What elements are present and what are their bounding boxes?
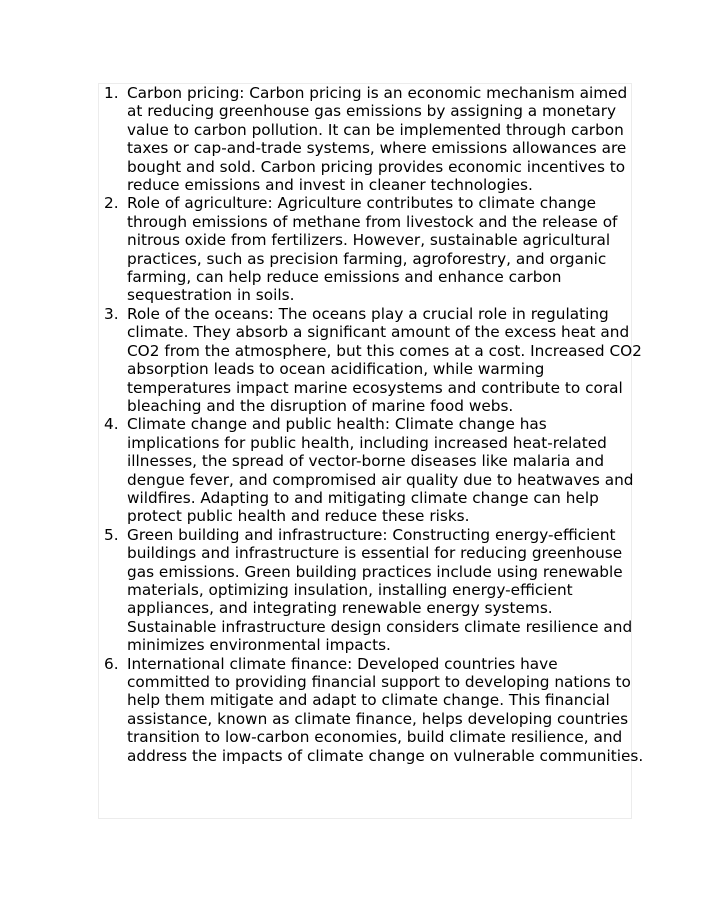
list-item-text: Climate change and public health: Climate change has implications for public health, including increased heat-related illnesses, the spread of vector-borne diseases like malaria and dengue fever, and compromised air quality due to heatwaves and wildfires. Adapting to and mitigating climate change can help protect public health and reduce these risks. (127, 415, 634, 526)
list-item (99, 84, 644, 194)
list-item-text: Green building and infrastructure: Constructing energy-efficient buildings and infrastructure is essential for reducing greenhouse gas emissions. Green building practices include using renewable materials, optimizing insulation, installing energy-efficient appliances, and integrating renewable energy systems. Sustainable infrastructure design considers climate resilience and minimizes environmental impacts. (127, 525, 633, 655)
list-item (99, 415, 644, 525)
list-item-number: 5. (104, 525, 119, 544)
list-item (99, 655, 644, 765)
list-item-text: Carbon pricing: Carbon pricing is an economic mechanism aimed at reducing greenhouse gas emissions by assigning a monetary value to carbon pollution. It can be implemented through carbon taxes or cap-and-trade systems, where emissions allowances are bought and sold. Carbon pricing provides economic incentives to reduce emissions and invest in cleaner technologies. (127, 84, 628, 195)
list-item (99, 305, 644, 415)
list-item-number: 1. (104, 84, 119, 102)
list-item-number: 6. (104, 654, 119, 673)
list-item-text: International climate finance: Developed countries have committed to providing financial support to developing nations to help them mitigate and adapt to climate change. This financial assistance, known as climate finance, helps developing countries transition to low-carbon economies, build climate resilience, and address the impacts of climate change on vulnerable communities. (127, 654, 644, 765)
numbered-list (99, 84, 644, 765)
list-item-number: 2. (104, 194, 119, 213)
document-content-box (98, 83, 644, 819)
list-item-text: Role of agriculture: Agriculture contributes to climate change through emissions of methane from livestock and the release of nitrous oxide from fertilizers. However, sustainable agricultural practices, such as precision farming, agroforestry, and organic farming, can help reduce emissions and enhance carbon sequestration in soils. (127, 194, 618, 305)
list-item (99, 194, 644, 304)
list-item-number: 4. (104, 415, 119, 434)
list-item-text: Role of the oceans: The oceans play a crucial role in regulating climate. They absorb a significant amount of the excess heat and CO2 from the atmosphere, but this comes at a cost. Increased CO2 absorption leads to ocean acidification, while warming temperatures impact marine ecosystems and contribute to coral bleaching and the disruption of marine food webs. (127, 304, 642, 415)
list-item (99, 526, 644, 655)
list-item-number: 3. (104, 304, 119, 323)
